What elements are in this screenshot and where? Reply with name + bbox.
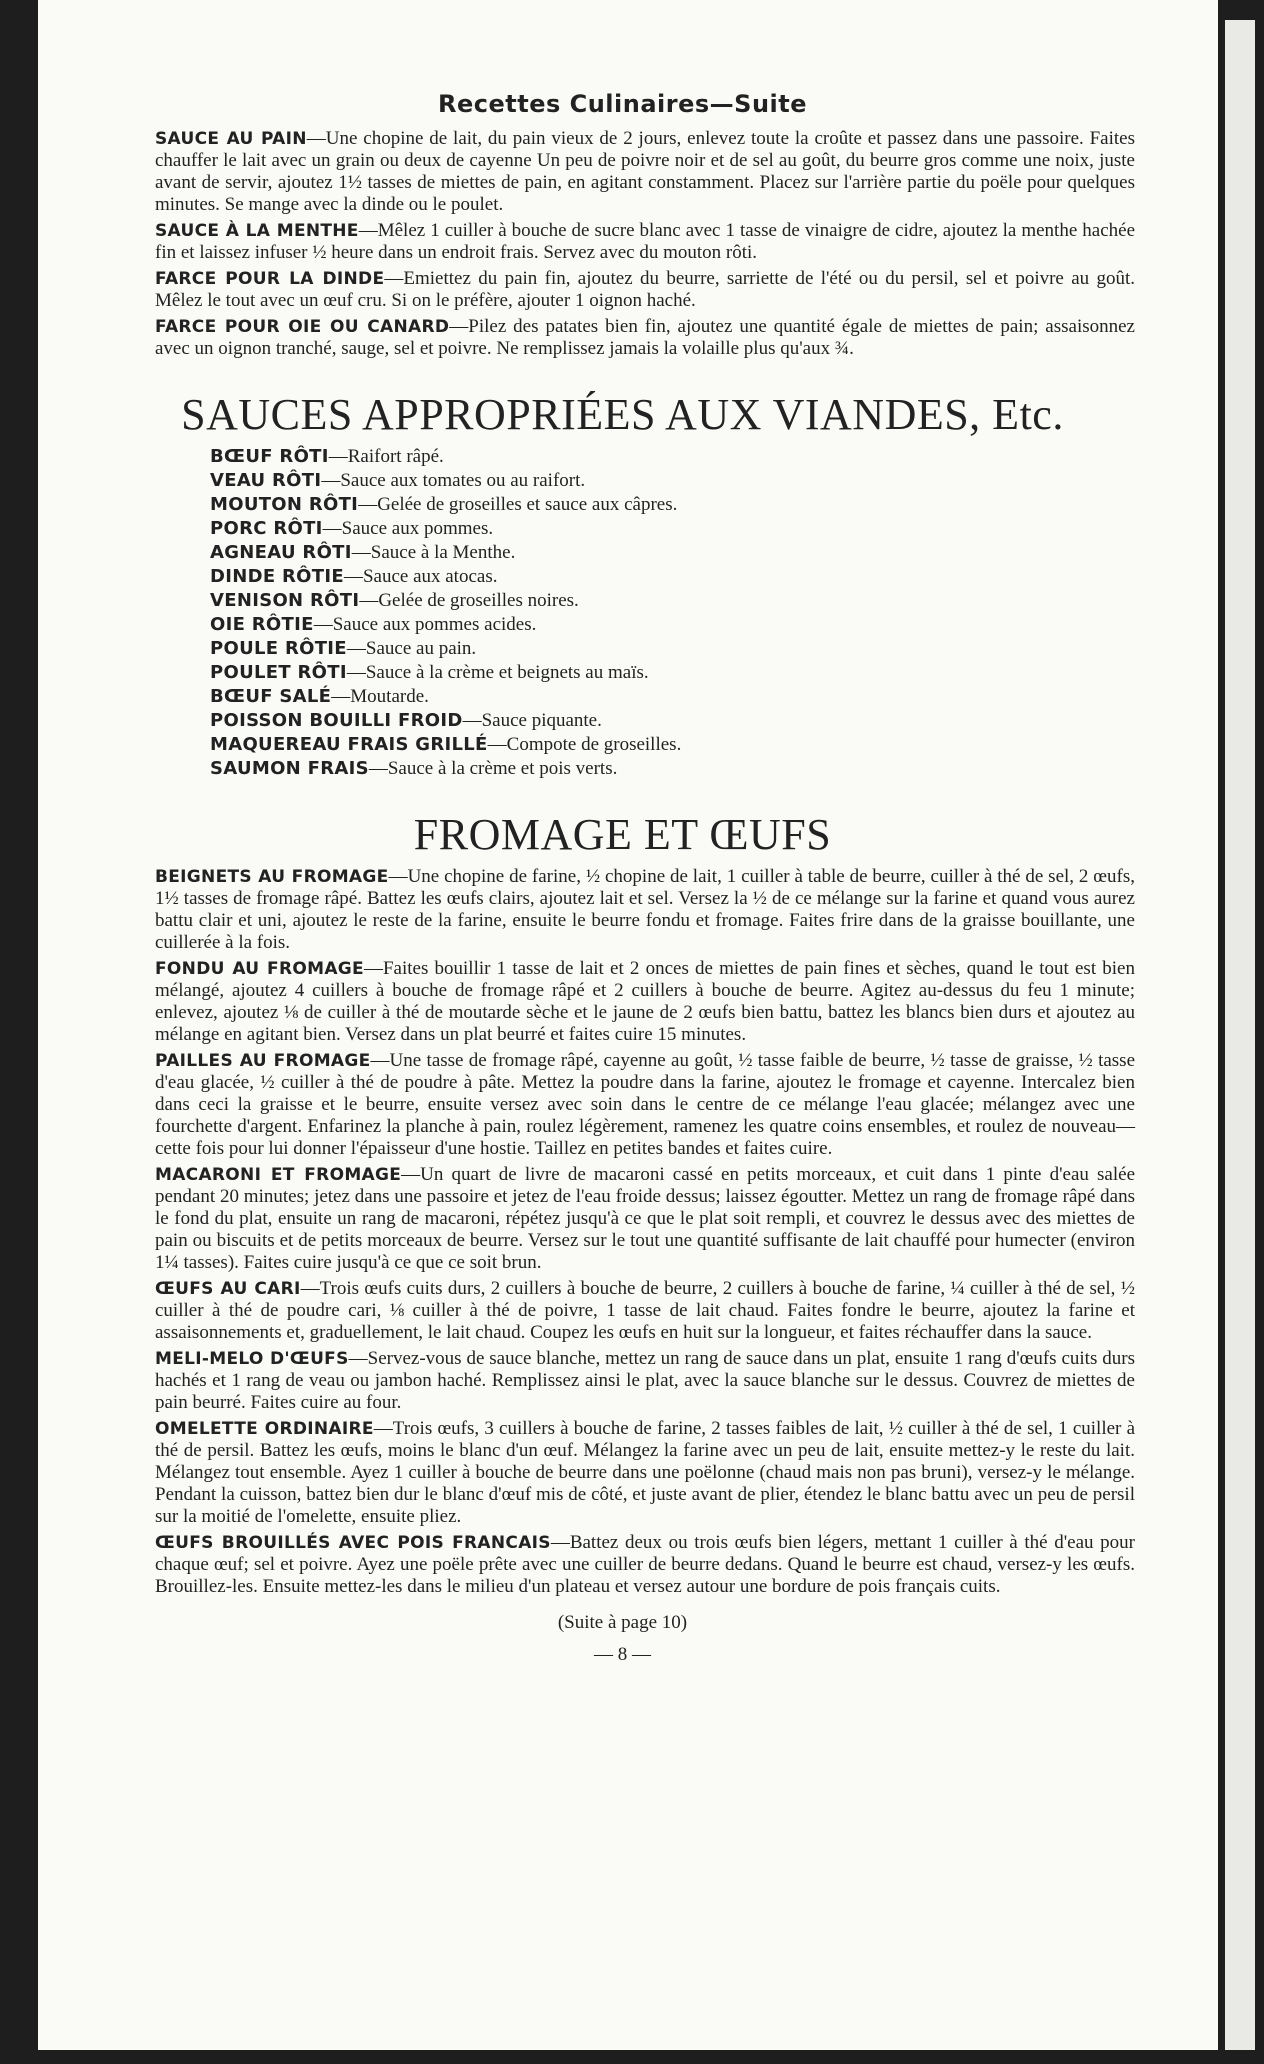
sauce-name: —Sauce à la crème et beignets au maïs.	[346, 662, 649, 683]
meat-name: MAQUEREAU FRAIS GRILLÉ	[210, 734, 488, 755]
sauce-item	[210, 494, 1135, 516]
sauce-name: —Raifort râpé.	[328, 446, 444, 467]
recipe-text: —Battez deux ou trois œufs bien légers, mettant 1 cuiller à thé d'eau pour chaque œuf; sel et poivre. Ayez une poële prête avec une cuiller de beurre dedans. Quand le beurre est chaud, versez-y les œufs. Brouillez-les. Ensuite mettez-les dans le milieu d'un plateau et versez autour une bordure de pois français cuits.	[155, 1532, 1135, 1597]
sauce-item	[210, 614, 1135, 636]
sauce-name: —Moutarde.	[331, 686, 429, 707]
next-page-edge	[1225, 20, 1255, 2050]
fromage-recipes	[110, 866, 1135, 1598]
meat-name: VENISON RÔTI	[210, 590, 360, 611]
recipe-title: FONDU AU FROMAGE	[155, 959, 364, 979]
meat-name: DINDE RÔTIE	[210, 566, 344, 587]
sauce-item	[210, 686, 1135, 708]
recipe-text: —Pilez des patates bien fin, ajoutez une quantité égale de miettes de pain; assaisonnez avec un oignon tranché, sauge, sel et poivre. Ne remplissez jamais la volaille plus qu'aux ¾.	[155, 316, 1135, 359]
meat-name: VEAU RÔTI	[210, 470, 322, 491]
sauces-list	[110, 446, 1135, 780]
sauce-item	[210, 542, 1135, 564]
recipe-paragraph	[110, 1164, 1135, 1274]
recipe-paragraph	[110, 1278, 1135, 1344]
recipe-text: —Emiettez du pain fin, ajoutez du beurre, sarriette de l'été ou du persil, sel et poivre au goût. Mêlez le tout avec un œuf cru. Si on le préfère, ajouter 1 oignon haché.	[155, 268, 1135, 311]
recipe-text: —Mêlez 1 cuiller à bouche de sucre blanc avec 1 tasse de vinaigre de cidre, ajoutez la menthe hachée fin et laissez infuser ½ heure dans un endroit frais. Servez avec du mouton rôti.	[155, 220, 1135, 263]
recipe-title: FARCE POUR OIE OU CANARD	[155, 317, 450, 337]
recipe-text: —Une chopine de lait, du pain vieux de 2 jours, enlevez toute la croûte et passez dans une passoire. Faites chauffer le lait avec un grain ou deux de cayenne Un peu de poivre noir et de sel au goût, du beurre gros comme une noix, juste avant de servir, ajoutez 1½ tasses de miettes de pain, en agitant constamment. Placez sur l'arrière partie du poële pour quelques minutes. Se mange avec la dinde ou le poulet.	[155, 128, 1135, 215]
sauce-name: —Sauce aux atocas.	[343, 566, 498, 587]
meat-name: MOUTON RÔTI	[210, 494, 359, 515]
meat-name: OIE RÔTIE	[210, 614, 314, 635]
sauce-item	[210, 446, 1135, 468]
meat-name: AGNEAU RÔTI	[210, 542, 352, 563]
sauce-item	[210, 710, 1135, 732]
recipe-text: —Faites bouillir 1 tasse de lait et 2 onces de miettes de pain fines et sèches, quand le tout est bien mélangé, ajoutez 4 cuillers à bouche de fromage râpé et 2 cuillers à bouche de beurre. Agitez au-dessus du feu 1 minute; enlevez, ajoutez ⅛ de cuiller à thé de moutarde sèche et le jaune de 2 œufs bien battu, battez les blancs bien durs et ajoutez au mélange en agitant bien. Versez dans un plat beurré et faites cuire 15 minutes.	[155, 958, 1135, 1045]
recipe-paragraph	[110, 1418, 1135, 1528]
meat-name: POULET RÔTI	[210, 662, 347, 683]
recipe-text: —Servez-vous de sauce blanche, mettez un rang de sauce dans un plat, ensuite 1 rang d'œufs cuits durs hachés et 1 rang de veau ou jambon haché. Remplissez ainsi le plat, avec la sauce blanche sur le dessus. Couvrez de miettes de pain beurré. Faites cuire au four.	[155, 1348, 1135, 1413]
sauce-name: —Sauce piquante.	[462, 710, 602, 731]
recipe-paragraph	[110, 1532, 1135, 1598]
sauce-name: —Compote de groseilles.	[487, 734, 682, 755]
sauce-name: —Sauce aux pommes acides.	[313, 614, 537, 635]
page-number: — 8 —	[594, 1644, 651, 1665]
recipe-paragraph	[110, 220, 1135, 264]
recipe-paragraph	[110, 316, 1135, 360]
sauce-name: —Sauce aux pommes.	[322, 518, 494, 539]
meat-name: BŒUF SALÉ	[210, 686, 332, 707]
meat-name: BŒUF RÔTI	[210, 446, 329, 467]
sauce-name: —Sauce à la Menthe.	[351, 542, 516, 563]
sauce-item	[210, 566, 1135, 588]
recipe-text: —Trois œufs, 3 cuillers à bouche de farine, 2 tasses faibles de lait, ½ cuiller à thé de sel, 1 cuiller à thé de persil. Battez les œufs, moins le blanc d'un œuf. Mélangez la farine avec un peu de lait, ensuite mettez-y le reste du lait. Mélangez tout ensemble. Ayez 1 cuiller à bouche de beurre dans une poëlonne (chaud mais non pas bruni), versez-y le mélange. Pendant la cuisson, battez bien dur le blanc d'œuf mis de côté, et juste avant de plier, étendez le blanc battu avec un peu de persil sur la moitié de l'omelette, ensuite pliez.	[155, 1418, 1135, 1527]
sauce-name: —Sauce au pain.	[346, 638, 477, 659]
recipe-title: MELI-MELO D'ŒUFS	[155, 1349, 349, 1369]
recipe-text: —Une chopine de farine, ½ chopine de lait, 1 cuiller à table de beurre, cuiller à thé de sel, 2 œufs, 1½ tasses de fromage râpé. Battez les œufs clairs, ajoutez lait et sel. Versez la ½ de ce mélange sur la farine et quand vous aurez battu clair et uni, ajoutez le reste de la farine, ensuite le beurre fondu et fromage. Faites frire dans de la graisse bouillante, une cuillerée à la fois.	[155, 866, 1135, 953]
recipe-paragraph	[110, 958, 1135, 1046]
sauce-name: —Gelée de groseilles et sauce aux câpres.	[358, 494, 678, 515]
sauce-item	[210, 590, 1135, 612]
recipe-paragraph	[110, 866, 1135, 954]
meat-name: SAUMON FRAIS	[210, 758, 369, 779]
sauce-name: —Sauce à la crème et pois verts.	[368, 758, 618, 779]
continued-note: (Suite à page 10)	[557, 1612, 688, 1633]
recipe-paragraph	[110, 1348, 1135, 1414]
recipe-title: SAUCE AU PAIN	[155, 129, 307, 149]
recipe-paragraph	[110, 1050, 1135, 1160]
recipe-title: FARCE POUR LA DINDE	[155, 269, 385, 289]
sauce-item	[210, 662, 1135, 684]
running-title: Recettes Culinaires—Suite	[437, 90, 808, 118]
meat-name: POULE RÔTIE	[210, 638, 347, 659]
top-recipes	[110, 128, 1135, 360]
recipe-title: ŒUFS AU CARI	[155, 1279, 301, 1299]
document-page	[110, 90, 1135, 1666]
recipe-text: —Un quart de livre de macaroni cassé en petits morceaux, et cuit dans 1 pinte d'eau salée pendant 20 minutes; jetez dans une passoire et jetez de l'eau froide dessus; laissez égoutter. Mettez un rang de fromage râpé dans le fond du plat, ensuite un rang de macaroni, répétez jusqu'à ce que le plat soit rempli, et couvrez le dessus avec des miettes de pain ou biscuits et de petits morceaux de beurre. Versez sur le tout une quantité suffisante de lait chauffé pour humecter (environ 1¼ tasses). Faites cuire jusqu'à ce que ce soit brun.	[155, 1164, 1136, 1273]
recipe-title: SAUCE À LA MENTHE	[155, 221, 359, 241]
sauce-item	[210, 470, 1135, 492]
meat-name: POISSON BOUILLI FROID	[210, 710, 463, 731]
recipe-title: MACARONI ET FROMAGE	[155, 1165, 402, 1185]
section-title-sauces: SAUCES APPROPRIÉES AUX VIANDES, Etc.	[181, 390, 1064, 439]
recipe-title: BEIGNETS AU FROMAGE	[155, 867, 389, 887]
recipe-paragraph	[110, 128, 1135, 216]
sauce-item	[210, 758, 1135, 780]
recipe-title: PAILLES AU FROMAGE	[155, 1051, 371, 1071]
recipe-text: —Trois œufs cuits durs, 2 cuillers à bouche de beurre, 2 cuillers à bouche de farine, ¼ cuiller à thé de sel, ½ cuiller à thé de poudre cari, ⅛ cuiller à thé de poivre, 1 tasse de lait chaud. Faites fondre le beurre, ajoutez la farine et assaisonnements et, graduellement, le lait chaud. Coupez les œufs en huit sur la longueur, et faites réchauffer dans la sauce.	[155, 1278, 1135, 1343]
sauce-item	[210, 734, 1135, 756]
recipe-text: —Une tasse de fromage râpé, cayenne au goût, ½ tasse faible de beurre, ½ tasse de graisse, ½ tasse d'eau glacée, ½ cuiller à thé de poudre à pâte. Mettez la poudre dans la farine, ajoutez le fromage et cayenne. Intercalez bien dans ceci la graisse et le beurre, ensuite versez avec soin dans le centre de ce mélange l'eau glacée; mélangez avec une fourchette d'argent. Enfarinez la planche à pain, roulez légèrement, ramenez les quatre coins ensembles, et roulez de nouveau—cette fois pour lui donner l'épaisseur d'une hostie. Taillez en petites bandes et faites cuire.	[155, 1050, 1135, 1159]
recipe-paragraph	[110, 268, 1135, 312]
section-title-fromage: FROMAGE ET ŒUFS	[413, 810, 832, 859]
sauce-name: —Gelée de groseilles noires.	[359, 590, 579, 611]
recipe-title: ŒUFS BROUILLÉS AVEC POIS FRANCAIS	[155, 1533, 551, 1553]
meat-name: PORC RÔTI	[210, 518, 323, 539]
sauce-item	[210, 518, 1135, 540]
sauce-item	[210, 638, 1135, 660]
sauce-name: —Sauce aux tomates ou au raifort.	[321, 470, 586, 491]
recipe-title: OMELETTE ORDINAIRE	[155, 1419, 374, 1439]
